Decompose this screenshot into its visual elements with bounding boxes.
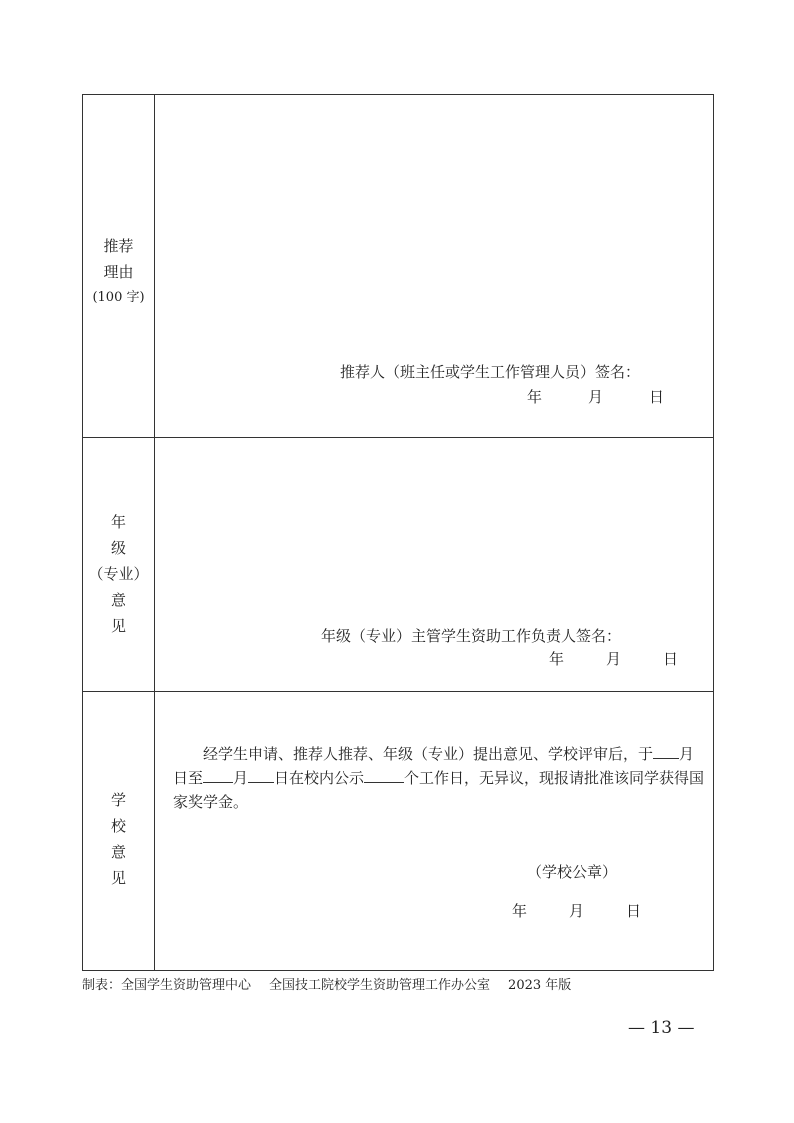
label-text: 意 xyxy=(110,843,126,861)
month-label: 月 xyxy=(588,388,604,406)
school-opinion-statement xyxy=(173,742,705,814)
statement-text: 日在校内公示 xyxy=(274,769,365,787)
recommender-signature-label: 推荐人（班主任或学生工作管理人员）签名： xyxy=(340,363,641,381)
page-number: — 13 — xyxy=(628,1018,695,1038)
credit-org: 全国学生资助管理中心 xyxy=(121,978,252,993)
label-text: （专业） xyxy=(88,565,149,583)
month-label: 月 xyxy=(569,902,585,920)
school-seal-label: （学校公章） xyxy=(527,863,618,881)
statement-line xyxy=(173,790,693,814)
statement-line xyxy=(173,766,705,790)
label-text: (100 字) xyxy=(92,290,145,305)
recommend-reason-label xyxy=(83,233,154,311)
school-opinion-label xyxy=(83,787,154,891)
statement-text: 个工作日，无异议，现报请批准该同学获得国 xyxy=(404,769,705,787)
day-label: 日 xyxy=(663,650,679,668)
label-text: 校 xyxy=(110,817,126,835)
credit-org: 全国技工院校学生资助管理工作办公室 xyxy=(269,978,491,993)
label-text: 见 xyxy=(110,617,126,635)
credit-prefix: 制表： xyxy=(82,978,122,993)
year-label: 年 xyxy=(527,388,543,406)
application-form-table xyxy=(82,94,714,971)
credit-edition: 2023 年版 xyxy=(508,978,572,993)
year-label: 年 xyxy=(512,902,528,920)
grade-date xyxy=(549,648,678,669)
school-date xyxy=(512,900,641,921)
statement-text: 月 xyxy=(233,769,249,787)
label-text: 意 xyxy=(110,591,126,609)
year-label: 年 xyxy=(549,650,565,668)
label-text: 学 xyxy=(110,791,126,809)
column-divider xyxy=(154,95,155,970)
form-credit xyxy=(82,974,589,993)
label-text: 级 xyxy=(110,539,126,557)
row-divider xyxy=(83,437,713,438)
day-label: 日 xyxy=(649,388,665,406)
statement-text: 月 xyxy=(679,745,695,763)
row-divider xyxy=(83,691,713,692)
label-text: 理由 xyxy=(103,263,134,281)
grade-opinion-label xyxy=(83,509,154,639)
label-text: 见 xyxy=(110,869,126,887)
days-count-blank[interactable] xyxy=(364,768,404,783)
grade-manager-signature-label: 年级（专业）主管学生资助工作负责人签名： xyxy=(321,627,622,645)
label-text: 推荐 xyxy=(103,237,134,255)
recommend-date xyxy=(527,386,664,407)
month-blank[interactable] xyxy=(653,744,679,759)
month-label: 月 xyxy=(606,650,622,668)
statement-text: 日至 xyxy=(173,769,204,787)
statement-line xyxy=(173,742,693,766)
statement-text: 经学生申请、推荐人推荐、年级（专业）提出意见、学校评审后，于 xyxy=(203,745,654,763)
day-blank[interactable] xyxy=(248,768,274,783)
label-text: 年 xyxy=(110,513,126,531)
month-blank[interactable] xyxy=(203,768,233,783)
statement-text: 家奖学金。 xyxy=(173,793,249,811)
day-label: 日 xyxy=(626,902,642,920)
